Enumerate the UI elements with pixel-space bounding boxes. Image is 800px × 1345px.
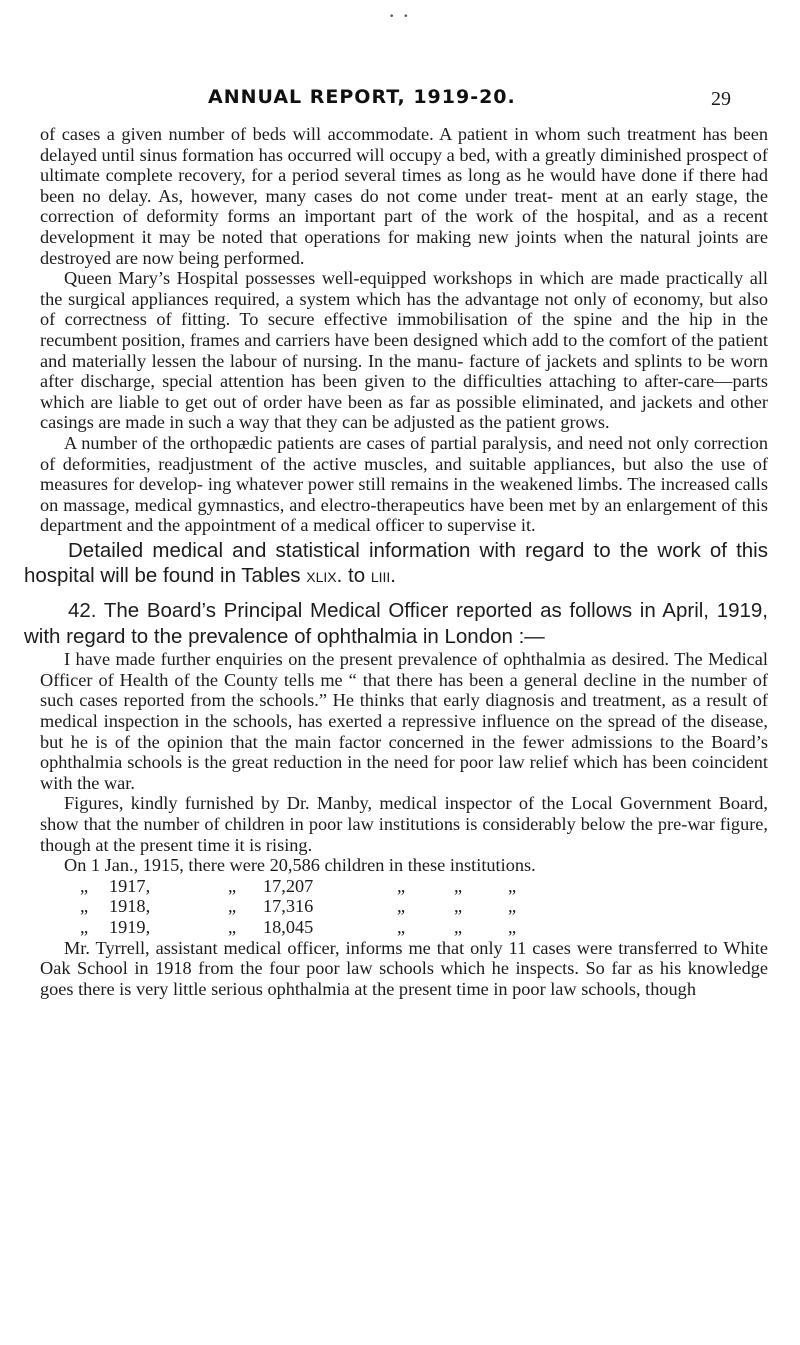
paragraph-continuation: of cases a given number of beds will accommodate. A patient in whom such treatment has been delayed until sinus formation has occurred will occupy a bed, with a greatly diminished prospect of ultimate complete recovery, for a period several times as long as he would have done if there had been no delay. As, however, many cases do not come under treat- ment at an early stage, the correction of deformity forms an important part of the work of the hospital, and as a recent development it may be noted that operations for making new joints when the natural joints are destroyed are now being performed. xyxy=(40,124,768,268)
ditto-mark: „ xyxy=(508,875,517,896)
table-row xyxy=(40,896,768,917)
ditto-mark: „ xyxy=(454,875,463,896)
ditto-mark: „ xyxy=(80,875,89,896)
table-from: xlix. xyxy=(306,564,343,588)
ditto-mark: „ xyxy=(454,896,463,917)
quote-paragraph-enquiries: I have made further enquiries on the present prevalence of ophthalmia as desired. The Medical Officer of Health of the County tells me “ that there has been a general decline in the number of such cases reported from the schools.” He thinks that early diagnosis and treatment, as a result of medical inspection in the schools, has exerted a repressive influence on the spread of the disease, but he is of the opinion that the main factor concerned in the fewer admissions to the Board’s ophthalmia schools is the great reduction in the need for poor law relief which has been coincident with the war. xyxy=(40,649,768,793)
count-cell: 17,316 xyxy=(263,896,314,917)
page-number: 29 xyxy=(711,88,731,110)
paragraph-paralysis: A number of the orthopædic patients are cases of partial paralysis, and need not only correction of deformities, readjustment of the active muscles, and suitable appliances, but also the use of measures for develop- ing whatever power still remains in the weakened limbs. The increased calls on massage, medical gymnastics, and electro-therapeutics have been met by an enlargement of this department and the appointment of a medical officer to supervise it. xyxy=(40,432,768,536)
tables-reference-text: Detailed medical and statistical information with regard to the work of this hospital will be found in Tables xyxy=(24,538,768,588)
closing-paragraph: Mr. Tyrrell, assistant medical officer, informs me that only 11 cases were transferred to White Oak School in 1918 from the four poor law schools which he inspects. So far as his knowledge goes there is very little serious ophthalmia at the present time in poor law schools, though xyxy=(40,937,768,999)
body-text xyxy=(24,124,768,999)
ditto-mark: „ xyxy=(397,916,406,937)
table-joiner: to xyxy=(348,564,366,588)
ditto-mark: „ xyxy=(80,916,89,937)
count-cell: 18,045 xyxy=(263,916,314,937)
header-ornament: • • xyxy=(389,12,412,22)
children-table xyxy=(40,855,768,937)
ditto-mark: „ xyxy=(228,896,237,917)
page-header xyxy=(0,86,800,116)
ditto-mark: „ xyxy=(80,896,89,917)
table-row xyxy=(40,917,768,938)
year-cell: 1919, xyxy=(109,916,151,937)
ditto-mark: „ xyxy=(228,916,237,937)
quote-paragraph-figures: Figures, kindly furnished by Dr. Manby, medical inspector of the Local Government Board, show that the number of children in poor law institutions is considerably below the pre-war figure, though at the present time it is rising. xyxy=(40,793,768,855)
ditto-mark: „ xyxy=(397,896,406,917)
ditto-mark: „ xyxy=(508,916,517,937)
paragraph-workshops: Queen Mary’s Hospital possesses well-equipped workshops in which are made practically all the surgical appliances required, a system which has the advantage not only of economy, but also of correctness of fitting. To secure effective immobilisation of the spine and the hip in the recumbent position, frames and carriers have been designed which add to the comfort of the patient and materially lessen the labour of nursing. In the manu- facture of jackets and splints to be worn after discharge, special attention has been given to the difficulties attaching to after-care—parts which are liable to get out of order have been as far as possible eliminated, and jackets and other casings are made in such a way that they can be adjusted as the patient grows. xyxy=(40,268,768,433)
ditto-mark: „ xyxy=(228,875,237,896)
ditto-mark: „ xyxy=(454,916,463,937)
ditto-mark: „ xyxy=(508,896,517,917)
running-head: ANNUAL REPORT, 1919-20. xyxy=(208,86,516,108)
tables-reference xyxy=(24,538,768,589)
table-first-line: On 1 Jan., 1915, there were 20,586 children in these institutions. xyxy=(64,855,536,876)
year-cell: 1918, xyxy=(109,896,151,917)
table-row xyxy=(40,876,768,897)
count-cell: 17,207 xyxy=(263,875,314,896)
year-cell: 1917, xyxy=(109,875,151,896)
ditto-mark: „ xyxy=(397,875,406,896)
section-42-heading: 42. The Board’s Principal Medical Officer reported as follows in April, 1919, with regard to the prevalence of ophthalmia in London :— xyxy=(24,599,768,648)
table-to: liii. xyxy=(370,564,396,588)
